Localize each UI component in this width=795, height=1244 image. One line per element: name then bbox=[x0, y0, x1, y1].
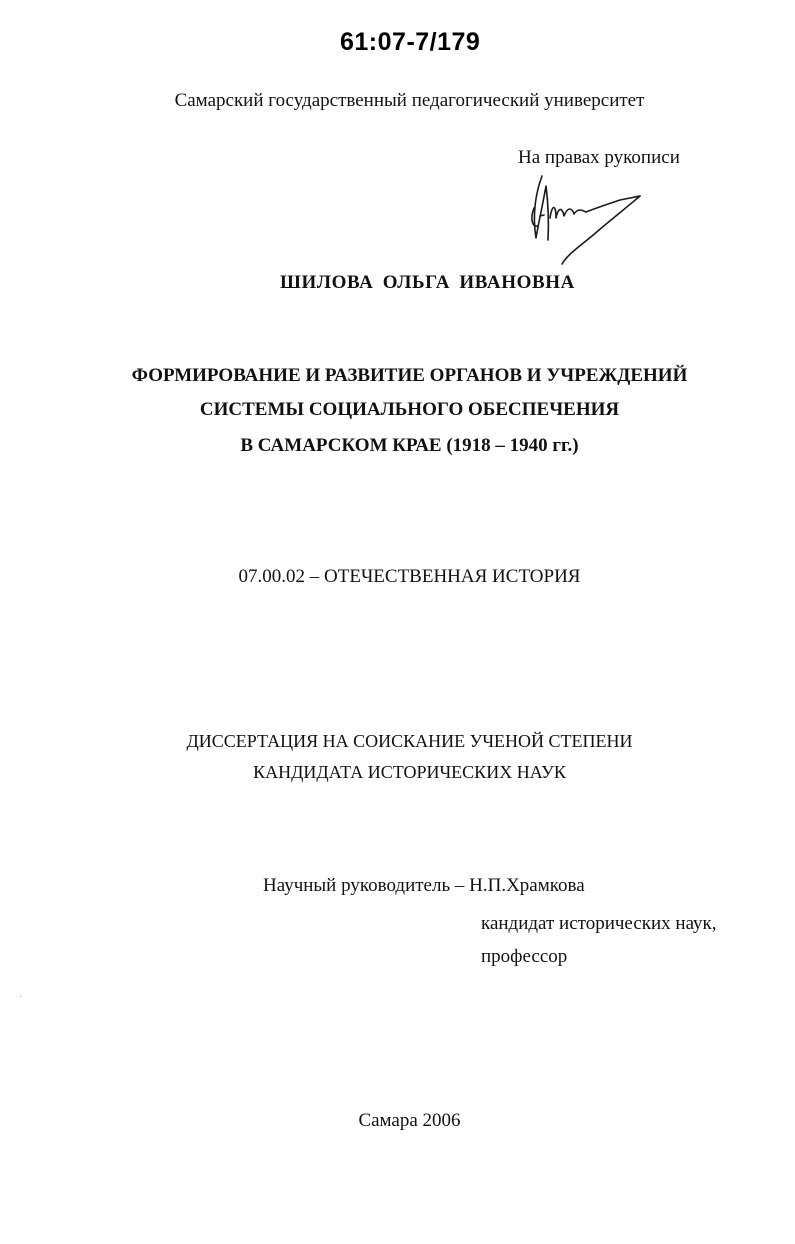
supervisor-title: профессор bbox=[481, 946, 568, 967]
university-name: Самарский государственный педагогический университет bbox=[174, 90, 645, 111]
degree-line-2: КАНДИДАТА ИСТОРИЧЕСКИХ НАУК bbox=[253, 762, 566, 782]
handwritten-signature bbox=[522, 168, 647, 268]
catalog-code: 61:07-7/179 bbox=[340, 28, 481, 56]
specialty-code: 07.00.02 – ОТЕЧЕСТВЕННАЯ ИСТОРИЯ bbox=[238, 566, 581, 587]
author-name: ШИЛОВА ОЛЬГА ИВАНОВНА bbox=[280, 272, 575, 293]
supervisor-degree: кандидат исторических наук, bbox=[481, 913, 717, 934]
dissertation-title-line-2: СИСТЕМЫ СОЦИАЛЬНОГО ОБЕСПЕЧЕНИЯ bbox=[199, 399, 620, 420]
degree-line-1: ДИССЕРТАЦИЯ НА СОИСКАНИЕ УЧЕНОЙ СТЕПЕНИ bbox=[186, 731, 633, 751]
scan-speck bbox=[20, 996, 21, 997]
manuscript-rights-note: На правах рукописи bbox=[518, 147, 680, 168]
dissertation-title-line-3: В САМАРСКОМ КРАЕ (1918 – 1940 гг.) bbox=[240, 435, 579, 456]
city-year: Самара 2006 bbox=[358, 1110, 461, 1131]
dissertation-title-line-1: ФОРМИРОВАНИЕ И РАЗВИТИЕ ОРГАНОВ И УЧРЕЖДЕНИЙ bbox=[131, 365, 688, 386]
supervisor-line: Научный руководитель – Н.П.Храмкова bbox=[263, 875, 585, 896]
